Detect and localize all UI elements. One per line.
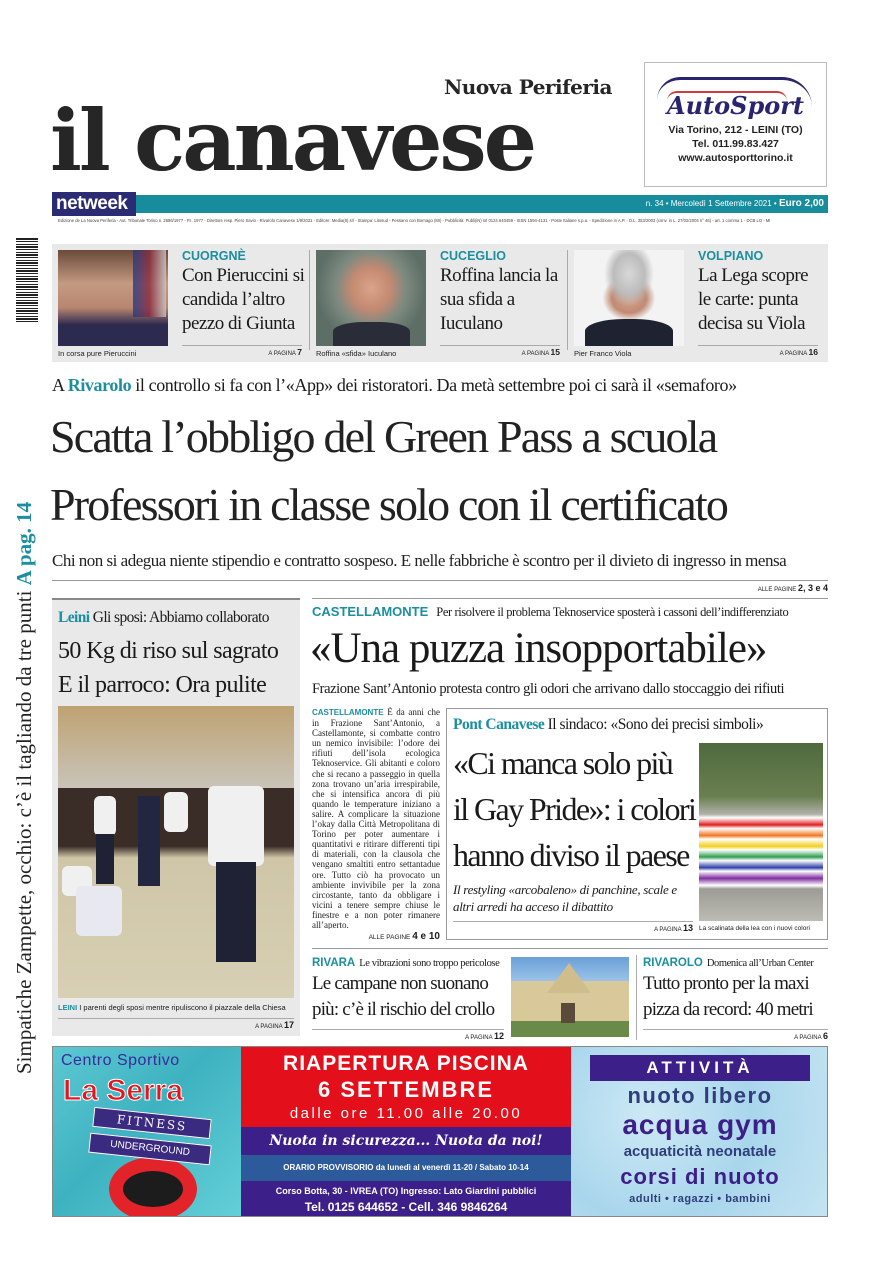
leini-headline-2: E il parroco: Ora pulite — [58, 672, 267, 698]
reopening-panel — [241, 1047, 571, 1217]
rivara-headline-1: Le campane non suonano — [312, 973, 489, 994]
side-story-page: A pag. 14 — [12, 501, 36, 586]
pont-headline-2: il Gay Pride»: i colori — [453, 791, 696, 827]
ad-activities-title: ATTIVITÀ — [590, 1055, 810, 1081]
main-page-ref: ALLE PAGINE 2, 3 e 4 — [757, 583, 828, 593]
side-story[interactable] — [10, 334, 38, 1074]
pool-ad[interactable] — [52, 1046, 828, 1217]
issue-price: Euro 2,00 — [778, 198, 824, 209]
rivarolo-headline-1: Tutto pronto per la maxi — [643, 973, 809, 994]
pont-page-ref: A PAGINA 13 — [453, 921, 693, 935]
teaser-cuceglio[interactable] — [310, 244, 568, 362]
teaser-photo — [574, 250, 684, 346]
leini-kicker: Leini Gli sposi: Abbiamo collaborato — [58, 609, 269, 626]
pont-canavese-story[interactable] — [446, 708, 828, 940]
autosport-website[interactable]: www.autosporttorino.it — [678, 152, 793, 164]
pont-subhead: Il restyling «arcobaleno» di panchine, scale e altri arredi ha acceso il dibattito — [453, 882, 677, 914]
leini-headline-1: 50 Kg di riso sul sagrato — [58, 638, 279, 664]
main-kicker-place: Rivarolo — [67, 375, 132, 395]
teaser-cuorgne[interactable] — [52, 244, 310, 362]
teaser-headline: Roffina lancia la sua sfida a Iuculano — [440, 265, 558, 334]
leini-photo — [58, 706, 294, 998]
ad-underground-band: UNDERGROUND — [88, 1133, 211, 1166]
main-headline-1[interactable]: Scatta l’obbligo del Green Pass a scuola — [50, 411, 717, 462]
teaser-headline: La Lega scopre le carte: punta decisa su Viola — [698, 265, 809, 334]
rainbow-stairs-photo — [699, 743, 823, 921]
main-headline-2[interactable]: Professori in classe solo con il certificato — [50, 479, 728, 530]
teaser-photo — [58, 250, 168, 346]
rivara-headline-2: più: c’è il rischio del crollo — [312, 999, 495, 1020]
divider — [52, 580, 828, 581]
ad-phones: Tel. 0125 644652 - Cell. 346 9846264 — [304, 1200, 508, 1214]
teaser-page-ref: A PAGINA 16 — [698, 345, 818, 359]
masthead-title: il canavese — [50, 96, 535, 186]
rivarolo-kicker: RIVAROLO Domenica all’Urban Center — [643, 957, 814, 969]
pont-headline-3: hanno diviso il paese — [453, 837, 689, 873]
main-subhead: Chi non si adegua niente stipendio e contratto sospeso. E nelle fabbriche è scontro per il divieto di ingresso in mensa — [52, 551, 787, 570]
ad-title-1: RIAPERTURA PISCINA — [283, 1052, 529, 1075]
autosport-ad[interactable] — [644, 62, 827, 187]
castellamonte-page-ref: ALLE PAGINE 4 e 10 — [368, 931, 440, 942]
teaser-location: CUCEGLIO — [440, 249, 506, 263]
divider — [636, 955, 637, 1040]
rivara-page-ref: A PAGINA 12 — [312, 1029, 504, 1043]
divider — [312, 948, 828, 949]
ad-slogan: Nuota in sicurezza... Nuota da noi! — [241, 1127, 571, 1155]
leini-page-ref: A PAGINA 17 — [58, 1018, 294, 1032]
ad-activity: adulti • ragazzi • bambini — [629, 1193, 771, 1205]
leini-story[interactable] — [52, 598, 300, 1036]
rivara-story[interactable] — [312, 953, 504, 1043]
autosport-address: Via Torino, 212 - LEINI (TO) — [668, 124, 803, 136]
leini-caption: LEINI I parenti degli sposi mentre ripuliscono il piazzale della Chiesa — [58, 1003, 286, 1012]
pont-caption: La scalinata della lea con i nuovi colori — [699, 925, 810, 932]
pont-headline-1: «Ci manca solo più — [453, 745, 673, 781]
church-photo — [511, 957, 629, 1037]
ad-fitness-band: FITNESS — [92, 1107, 211, 1139]
activities-panel — [571, 1047, 828, 1217]
rivara-kicker: RIVARA Le vibrazioni sono troppo pericolose — [312, 957, 500, 969]
rivarolo-headline-2: pizza da record: 40 metri — [643, 999, 813, 1020]
ad-activity: acqua gym — [622, 1109, 778, 1140]
pont-kicker: Pont Canavese Il sindaco: «Sono dei precisi simboli» — [453, 716, 764, 733]
ad-activity: nuoto libero — [627, 1083, 773, 1108]
autosport-phone: Tel. 011.99.83.427 — [692, 138, 779, 150]
castellamonte-kicker: CASTELLAMONTE Per risolvere il problema Teknoservice sposterà i cassoni dell’indifferenziato — [312, 604, 789, 619]
teaser-row — [52, 244, 828, 362]
underground-roundel-icon — [109, 1157, 197, 1217]
castellamonte-headline[interactable]: «Una puzza insopportabile» — [310, 625, 767, 672]
teaser-page-ref: A PAGINA 7 — [182, 345, 302, 359]
rivarolo-page-ref: A PAGINA 6 — [643, 1029, 828, 1043]
teaser-caption: Pier Franco Viola — [574, 349, 632, 358]
castellamonte-subhead: Frazione Sant’Antonio protesta contro gli odori che arrivano dallo stoccaggio dei rifiuti — [312, 681, 785, 697]
ad-la-serra-logo: La Serra — [63, 1074, 184, 1107]
netweek-logo: netweek — [52, 192, 136, 216]
rivarolo-story[interactable] — [643, 953, 828, 1043]
masthead-subtitle: Nuova Periferia — [444, 75, 612, 99]
main-kicker: A Rivarolo il controllo si fa con l’«App» dei ristoratori. Da metà settembre poi ci sarà il «semaforo» — [52, 375, 737, 395]
issue-date: n. 34 • Mercoledì 1 Settembre 2021 • — [645, 199, 777, 208]
teaser-headline: Con Pieruccini si candida l’altro pezzo di Giunta — [182, 265, 305, 334]
side-story-text: Simpatiche Zampette, occhio: c’è il tagliando da tre punti — [12, 590, 36, 1074]
ad-title-2: 6 SETTEMBRE — [317, 1077, 495, 1102]
castellamonte-body: CASTELLAMONTE È da anni che in Frazione Sant’Antonio, a Castellamonte, si combatte contro un nemico invisibile: l’odore dei rifiuti dell’isola ecologica Teknoservice. Gli abitanti e coloro che si recano a passeggio in quella zona trovano un’aria irrespirabile, che si intensifica ancora di più quando le temperature iniziano a salire. A complicare la situazione l’okay dalla Città Metropolitana di Torino per poter aumentare i quantitativi e ritirare differenti tipi di materiali, con la clausola che vengano smaltiti entro settantadue ore. Tutto ciò ha provocato un ambiente invivibile per la zona circostante, tanto da obbligare i vicini a tenere sempre chiuse le finestre e a non poter rimanere all’aperto. — [312, 707, 440, 929]
car-stripe-icon — [667, 91, 787, 101]
teaser-page-ref: A PAGINA 15 — [440, 345, 560, 359]
autosport-logo: AutoSport — [666, 91, 804, 120]
issue-info — [646, 195, 824, 213]
ad-activity: acquaticità neonatale — [623, 1143, 777, 1160]
la-serra-panel — [53, 1047, 241, 1217]
side-strip — [6, 238, 46, 1083]
teaser-location: CUORGNÈ — [182, 249, 246, 263]
ad-activity: corsi di nuoto — [620, 1164, 780, 1189]
teaser-caption: In corsa pure Pieruccini — [58, 349, 137, 358]
ad-hours: dalle ore 11.00 alle 20.00 — [289, 1105, 523, 1122]
legal-line: Edizione de La Nuova Periferia - Aut. Tribunale Torino n. 2686/1977 - P.I. 1977 - Direttore resp. Piero Savio - Rivarolo Canavese 1/9/2021 - Editore: Media(8) srl - Stampa: Litosud - Pessano con Bornago (MI) - Pubblicità: Publi(iN) srl 0124.640459 - ISSN 1594-4131 - Poste Italiane s.p.a. - Spedizione in A.P. - D.L. 353/2003 (conv. in L. 27/02/2004 n° 46) - art. 1 comma 1 - DCB LO - MI — [58, 218, 771, 223]
divider — [312, 598, 828, 599]
teaser-location: VOLPIANO — [698, 249, 764, 263]
teaser-caption: Roffina «sfida» Iuculano — [316, 349, 397, 358]
ad-schedule: ORARIO PROVVISORIO da lunedì al venerdì 11-20 / Sabato 10-14 — [241, 1155, 571, 1181]
ad-centro-label: Centro Sportivo — [61, 1052, 180, 1069]
teaser-photo — [316, 250, 426, 346]
teaser-volpiano[interactable] — [568, 244, 828, 362]
barcode-icon — [16, 238, 38, 322]
ad-address: Corso Botta, 30 - IVREA (TO) Ingresso: Lato Giardini pubblici — [275, 1186, 537, 1196]
